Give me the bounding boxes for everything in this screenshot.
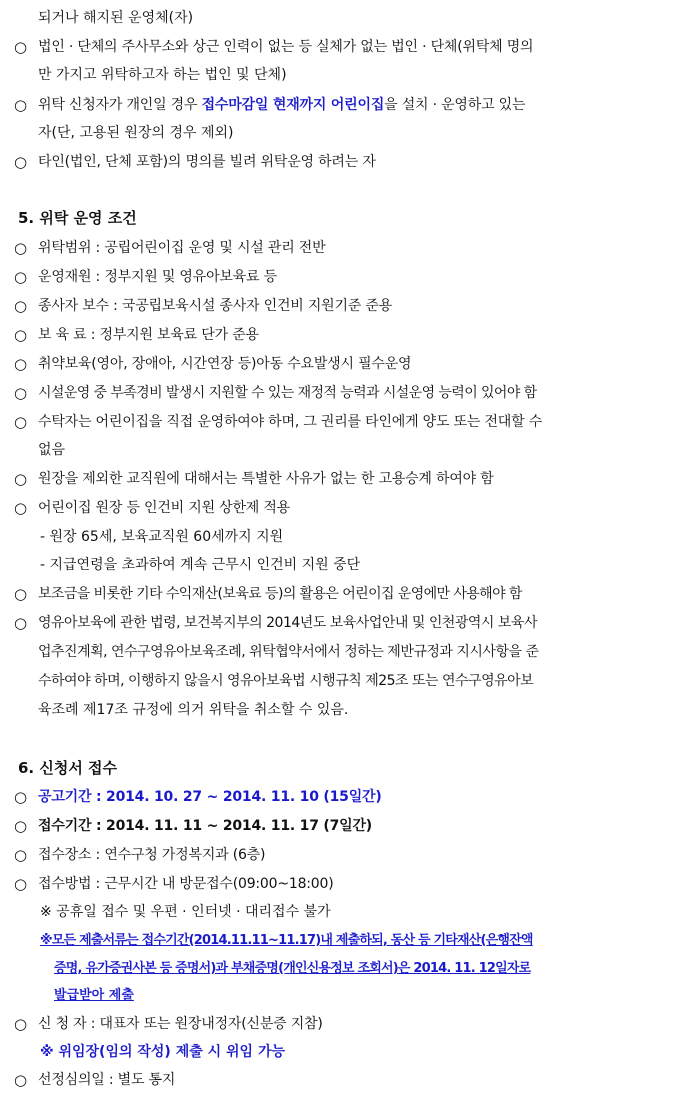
bullet-icon: ○ [14,1071,28,1089]
bullet-icon: ○ [14,268,28,286]
bullet-icon: ○ [14,326,28,344]
bullet-icon: ○ [14,413,28,431]
bullet-icon: ○ [14,297,28,315]
bullet-icon: ○ [14,239,28,257]
bullet-icon: ○ [14,384,28,402]
bullet-icon: ○ [14,38,28,56]
highlight-text: 접수마감일 현재까지 어린이집 [201,97,385,113]
bullet-icon: ○ [14,585,28,603]
bullet-icon: ○ [14,153,28,171]
bullet-icon: ○ [14,470,28,488]
document-page: 되거나 해지된 운영체(자) ○ 법인 · 단체의 주사무소와 상근 인력이 없는 등 실체가 없는 법인 · 단체(위탁체 명의 만 가지고 위탁하고자 하는 법인 및 단체) ○ 위탁 신청자가 개인일 경우 접수마감일 현재까지 어린이집을 설치 · 운영하고 있는 자(단, 고용된 원장의 경우 제외) ○ 타인(법인, 단체 포함)의 명의를 빌려 위탁운영 하려는 자 5. 위탁 운영 조건 ○ 위탁범위 : 공립어린이집 운영 및 시설 관리 전반 ○ 운영재원 : 정부지원 및 영유아보육료 등 ○ 종사자 보수 : 국공립보육시설 종사자 인건비 지원기준 준용 ○ 보 육 료 : 정부지원 보육료 단가 준용 ○ 취약보육(영아, 장애아, 시간연장 등)아동 수요발생시 필수운영 ○ 시설운영 중 부족경비 발생시 지원할 수 있는 재정적 능력과 시설운영 능력이 있어야 함 ○ 수탁자는 어린이집을 직접 운영하여야 하며, 그 권리를 타인에게 양도 또는 전대할 수 없음 ○ 원장을 제외한 교직원에 대해서는 특별한 사유가 없는 한 고용승계 하여야 함 ○ 어린이집 원장 등 인건비 지원 상한제 적용 - 원장 65세, 보육교직원 60세까지 지원 - 지급연령을 초과하여 계속 근무시 인건비 지원 중단 ○ 보조금을 비롯한 기타 수익재산(보육료 등)의 활용은 어린이집 운영에만 사용해야 함 ○ 영유아보육에 관한 법령, 보건복지부의 2014년도 보육사업안내 및 인천광역시 보육사 업추진계획, 연수구영유아보육조례, 위탁협약서에서 정하는 제반규정과 지시사항을 준 수하여야 하며, 이행하지 않을시 영유아보육법 시행규칙 제25조 또는 연수구영유아보 육조례 제17조 규정에 의거 위탁을 취소할 수 있음. 6. 신청서 접수 ○ 공고기간 : 2014. 10. 27 ~ 2014. 11. 10 (15일간) ○ 접수기간 : 2014. 11. 11 ~ 2014. 11. 17 (7일간) ○ 접수장소 : 연수구청 가정복지과 (6층) ○ 접수방법 : 근무시간 내 방문접수(09:00~18:00) ※ 공휴일 접수 및 우편 · 인터넷 · 대리접수 불가 ※모든 제출서류는 접수기간(2014.11.11~11.17)내 제출하되, 동산 등 기타재산(은행잔액 증명, 유가증권사본 등 증명서)과 부채증명(개인신용정보 조회서)은 2014. 11. 12일자로 발급받아 제출 ○ 신 청 자 : 대표자 또는 원장내정자(신분증 지참) ※ 위임장(임의 작성) 제출 시 위임 가능 ○ 선정심의일 : 별도 통지 [14,10,543,1089]
bullet-icon: ○ [14,788,28,806]
bullet-icon: ○ [14,96,28,114]
bullet-icon: ○ [14,614,28,632]
bullet-icon: ○ [14,499,28,517]
bullet-icon: ○ [14,355,28,373]
bullet-icon: ○ [14,846,28,864]
bullet-icon: ○ [14,817,28,835]
bullet-icon: ○ [14,875,28,893]
bullet-icon: ○ [14,1015,28,1033]
